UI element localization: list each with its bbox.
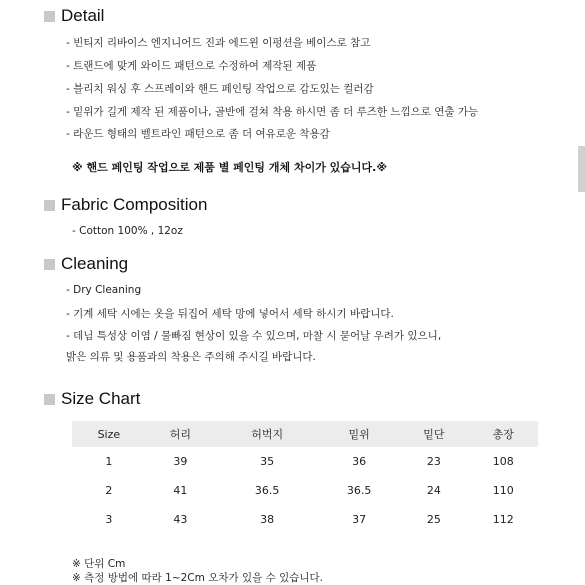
table-cell: 3	[105, 513, 113, 526]
cleaning-line: - Dry Cleaning	[66, 284, 142, 296]
detail-line: - 밑위가 길게 제작 된 제품이나, 골반에 걸쳐 착용 하시면 좀 더 루즈한 느낌으로 연출 가능	[66, 106, 479, 118]
detail-line: - 빈티지 리바이스 엔지니어드 진과 에드윈 이펑션을 베이스로 참고	[66, 37, 371, 49]
square-bullet-icon	[44, 394, 55, 405]
header-thigh: 허벅지	[215, 421, 319, 447]
fabric-heading	[44, 195, 207, 215]
cleaning-heading	[44, 254, 128, 274]
cleaning-line: - 기계 세탁 시에는 옷을 뒤집어 세탁 망에 넣어서 세탁 하시기 바랍니다.	[66, 308, 394, 320]
fabric-title: Fabric Composition	[61, 195, 208, 214]
cleaning-line: - 데님 특성상 이염 / 물빠짐 현상이 있을 수 있으며, 마찰 시 묻어날 우려가 있으니,	[66, 330, 442, 342]
table-cell: 24	[426, 484, 441, 497]
header-size: Size	[72, 421, 146, 447]
detail-heading	[44, 6, 104, 26]
table-cell: 25	[426, 513, 441, 526]
table-cell: 23	[426, 455, 441, 468]
table-row	[72, 505, 538, 534]
table-cell: 41	[173, 484, 188, 497]
scrollbar-thumb[interactable]	[578, 146, 585, 192]
table-row	[72, 476, 538, 505]
table-cell: 39	[173, 455, 188, 468]
table-cell: 37	[352, 513, 367, 526]
table-cell: 36	[352, 455, 367, 468]
header-waist: 허리	[146, 421, 215, 447]
table-cell: 43	[173, 513, 188, 526]
size-chart-heading	[44, 389, 140, 409]
table-cell: 108	[492, 455, 514, 468]
detail-note: ※ 핸드 페인팅 작업으로 제품 별 페인팅 개체 차이가 있습니다.※	[72, 161, 388, 174]
table-cell: 1	[105, 455, 113, 468]
table-cell: 35	[260, 455, 275, 468]
detail-title: Detail	[61, 6, 105, 25]
size-footnote: ※ 단위 Cm	[72, 558, 126, 570]
header-length: 총장	[469, 421, 538, 447]
fabric-line: - Cotton 100% , 12oz	[72, 225, 183, 237]
table-cell: 112	[492, 513, 514, 526]
table-cell: 36.5	[346, 484, 372, 497]
size-chart-title: Size Chart	[61, 389, 141, 408]
table-cell: 110	[492, 484, 514, 497]
size-footnote: ※ 측정 방법에 따라 1~2Cm 오차가 있을 수 있습니다.	[72, 572, 323, 584]
square-bullet-icon	[44, 200, 55, 211]
square-bullet-icon	[44, 259, 55, 270]
table-row	[72, 447, 538, 476]
header-rise: 밑위	[319, 421, 399, 447]
detail-line: - 라운드 형태의 벨트라인 패턴으로 좀 더 여유로운 착용감	[66, 128, 330, 140]
header-hem: 밑단	[399, 421, 468, 447]
table-cell: 38	[260, 513, 275, 526]
table-header-row	[72, 421, 538, 447]
cleaning-title: Cleaning	[61, 254, 129, 273]
detail-line: - 블리치 워싱 후 스프레이와 핸드 페인팅 작업으로 감도있는 컬러감	[66, 83, 374, 95]
table-cell: 36.5	[254, 484, 280, 497]
cleaning-line: 밝은 의류 및 용품과의 착용은 주의해 주시길 바랍니다.	[66, 351, 316, 363]
table-cell: 2	[105, 484, 113, 497]
size-table	[72, 421, 538, 534]
detail-line: - 트랜드에 맞게 와이드 패턴으로 수정하여 제작된 제품	[66, 60, 317, 72]
square-bullet-icon	[44, 11, 55, 22]
